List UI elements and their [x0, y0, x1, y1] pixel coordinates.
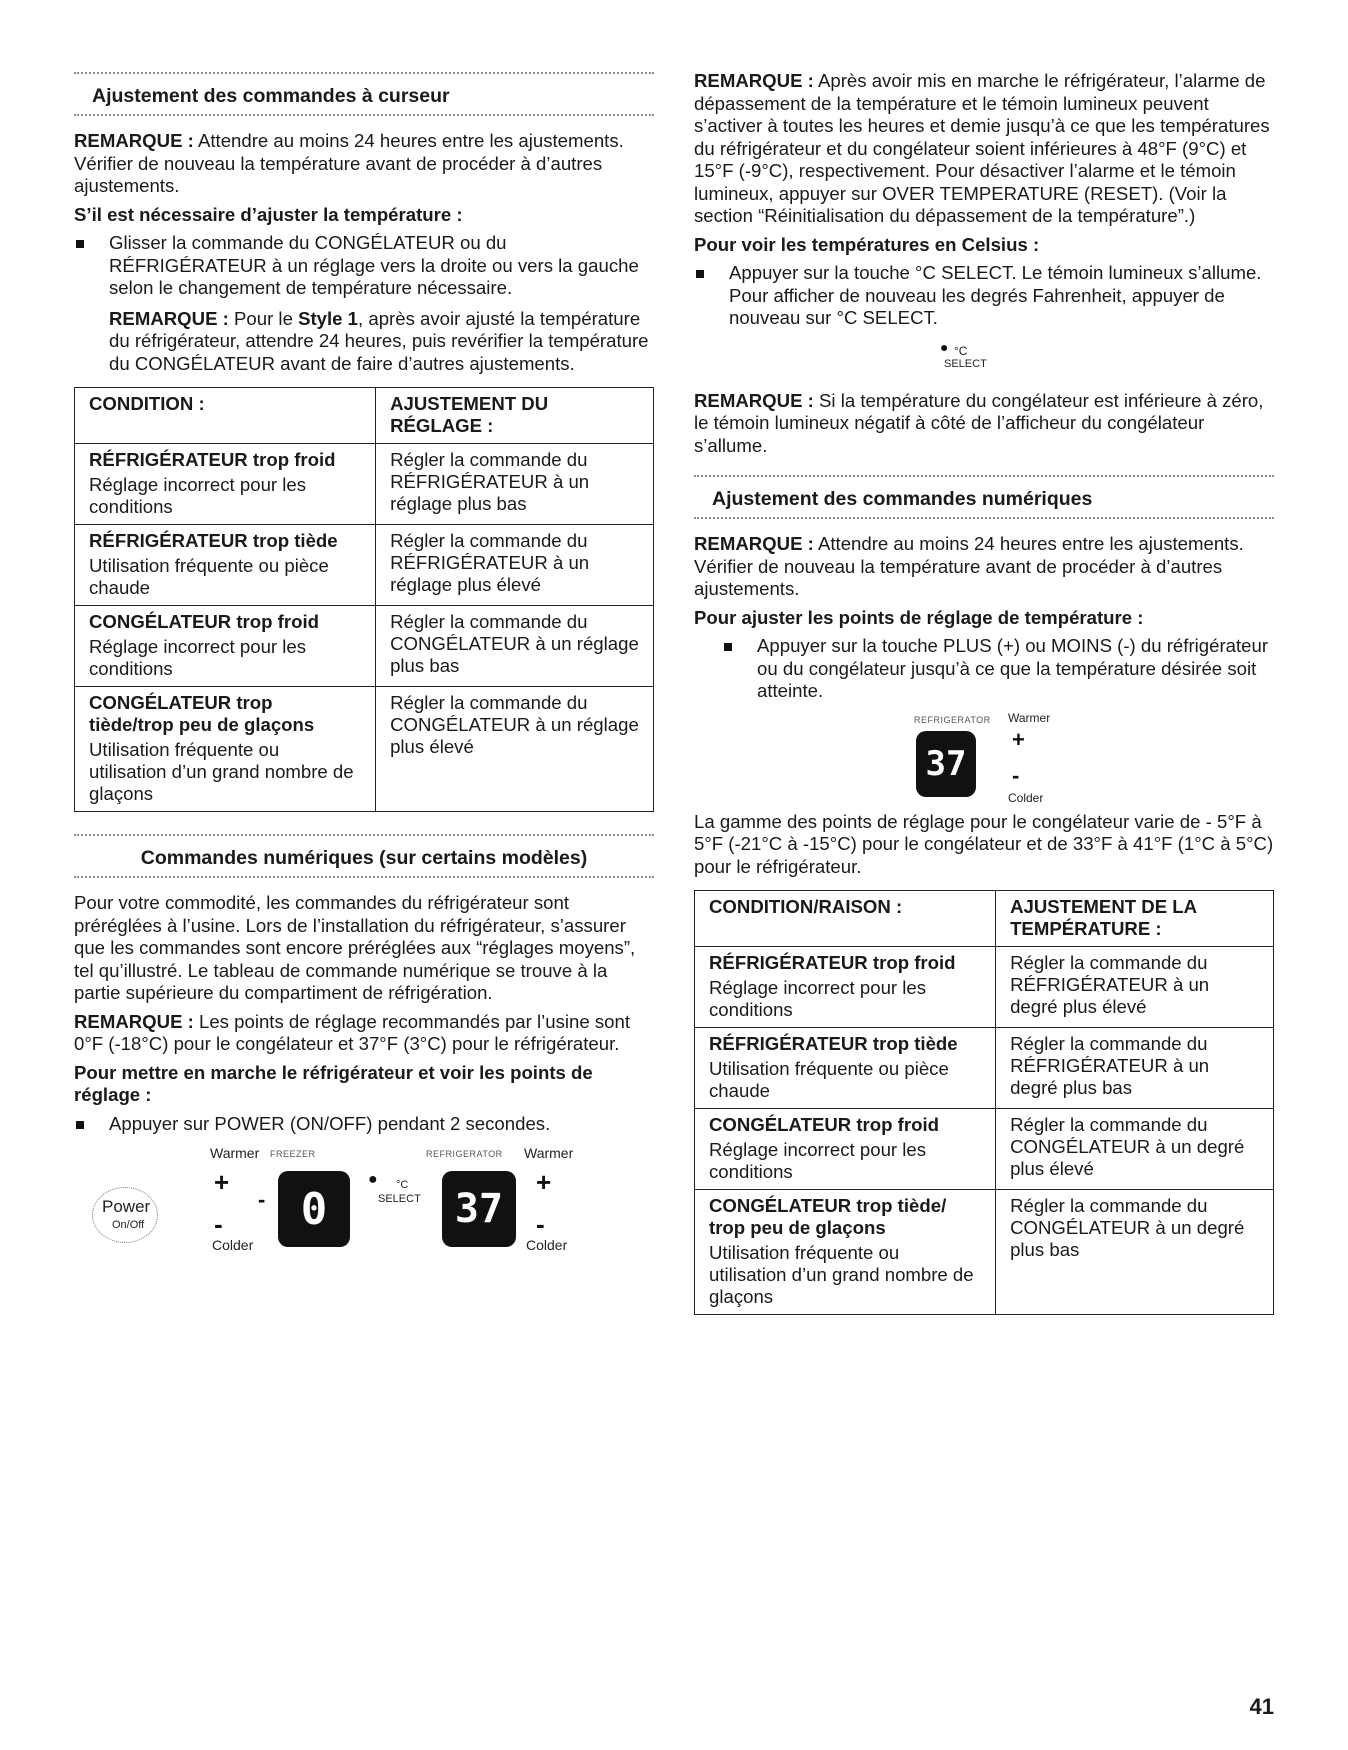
note-paragraph: REMARQUE : Les points de réglage recommandés par l’usine sont 0°F (-18°C) pour le congélateur et 37°F (3°C) pour le réfrigérateur.: [74, 1010, 631, 1054]
indicator-dot: ●: [368, 1171, 378, 1188]
colder-label: Colder: [526, 1237, 568, 1253]
indicator-dot: ●: [940, 338, 949, 355]
note-paragraph: REMARQUE : Attendre au moins 24 heures entre les ajustements. Vérifier de nouveau la température avant de procéder à d’autres ajustements.: [694, 533, 1244, 599]
note-paragraph: REMARQUE : Si la température du congélateur est inférieure à zéro, le témoin lumineux négatif à côté de l’afficheur du congélateur s’allume.: [694, 389, 1264, 456]
warmer-label: Warmer: [1008, 710, 1051, 725]
subheading: Pour voir les températures en Celsius :: [694, 233, 1040, 255]
select-button[interactable]: SELECT: [378, 1193, 421, 1205]
adjustment-cell: Régler la commande du CONGÉLATEUR à un degré plus élevé: [996, 1109, 1274, 1190]
negative-indicator: -: [258, 1187, 266, 1212]
condition-detail: Utilisation fréquente ou utilisation d’un grand nombre de glaçons: [709, 1242, 974, 1307]
left-column: [74, 70, 654, 1263]
refrigerator-label: REFRIGERATOR: [914, 714, 991, 725]
bullet-item: Appuyer sur la touche PLUS (+) ou MOINS (-) du réfrigérateur ou du congélateur jusqu’à ce que la température désirée soit atteinte.: [722, 635, 1274, 703]
table-header-row: [695, 891, 1274, 947]
adjustment-cell: Régler la commande du CONGÉLATEUR à un réglage plus bas: [376, 606, 654, 687]
section-title: Commandes numériques (sur certains modèles): [140, 847, 588, 869]
freezer-label: FREEZER: [270, 1149, 316, 1159]
right-column: [694, 70, 1274, 1315]
refrigerator-display: 37: [442, 1171, 516, 1247]
condition-title: CONGÉLATEUR trop tiède/ trop peu de glaçons: [709, 1195, 947, 1238]
select-button[interactable]: SELECT: [944, 357, 987, 370]
condition-detail: Réglage incorrect pour les conditions: [89, 474, 307, 517]
table-row: [695, 947, 1274, 1028]
header-adjustment: AJUSTEMENT DE LA TEMPÉRATURE :: [996, 891, 1274, 947]
refrigerator-display: 37: [916, 731, 976, 797]
bullet-item: Appuyer sur la touche °C SELECT. Le témoin lumineux s’allume. Pour afficher de nouveau les degrés Fahrenheit, appuyer de nouveau sur °C SELECT.: [694, 262, 1274, 330]
table-row: [75, 687, 654, 812]
bullet-item: Glisser la commande du CONGÉLATEUR ou du RÉFRIGÉRATEUR à un réglage vers la droite ou vers la gauche selon le changement de température nécessaire.: [74, 232, 654, 300]
adjustment-cell: Régler la commande du RÉFRIGÉRATEUR à un réglage plus bas: [376, 444, 654, 525]
dotted-rule: [74, 834, 654, 836]
condition-detail: Utilisation fréquente ou pièce chaude: [89, 555, 329, 598]
adjustment-cell: Régler la commande du RÉFRIGÉRATEUR à un degré plus élevé: [996, 947, 1274, 1028]
condition-detail: Réglage incorrect pour les conditions: [709, 1139, 927, 1182]
control-panel-illustration: [74, 1145, 654, 1263]
dotted-rule: [74, 876, 654, 878]
condition-title: RÉFRIGÉRATEUR trop tiède: [89, 530, 338, 551]
colder-label: Colder: [212, 1237, 254, 1253]
mini-control-panel: [694, 711, 1274, 811]
deg-c-label: °C: [396, 1179, 409, 1191]
freezer-minus-button[interactable]: -: [214, 1209, 223, 1239]
condition-title: RÉFRIGÉRATEUR trop froid: [89, 449, 336, 470]
subheading: S’il est nécessaire d’ajuster la température :: [74, 203, 463, 225]
body-paragraph: Pour votre commodité, les commandes du réfrigérateur sont préréglées à l’usine. Lors de l’installation du réfrigérateur, s’assurer que les commandes sont encore préréglées aux “réglages moyens”, tel qu’illustré. Le tableau de commande numérique se trouve à la partie supérieure du compartiment de réfrigération.: [74, 892, 636, 1003]
header-condition: CONDITION :: [75, 388, 376, 444]
adjustment-table: [74, 387, 654, 812]
condition-title: CONGÉLATEUR trop froid: [709, 1114, 939, 1135]
colder-label: Colder: [1008, 790, 1044, 805]
table-row: [695, 1109, 1274, 1190]
header-condition: CONDITION/RAISON :: [695, 891, 996, 947]
condition-title: CONGÉLATEUR trop froid: [89, 611, 319, 632]
freezer-plus-button[interactable]: +: [214, 1167, 230, 1197]
condition-detail: Réglage incorrect pour les conditions: [709, 977, 927, 1020]
section-header-digital-controls: [74, 834, 654, 878]
table-row: [75, 606, 654, 687]
select-icon: [694, 334, 1274, 384]
condition-detail: Réglage incorrect pour les conditions: [89, 636, 307, 679]
condition-detail: Utilisation fréquente ou utilisation d’un grand nombre de glaçons: [89, 739, 354, 804]
table-row: [75, 444, 654, 525]
note-paragraph: REMARQUE : Pour le Style 1, après avoir ajusté la température du réfrigérateur, attendre 24 heures, puis revérifier la température du CONGÉLATEUR avant de faire d’autres ajustements.: [109, 307, 649, 374]
condition-title: CONGÉLATEUR trop tiède/trop peu de glaçons: [89, 692, 315, 735]
section-title: Ajustement des commandes à curseur: [92, 85, 450, 107]
refrigerator-minus-button[interactable]: -: [536, 1209, 545, 1239]
subheading: Pour ajuster les points de réglage de température :: [694, 606, 1144, 628]
section-header-slide-controls: [74, 72, 654, 116]
adjustment-cell: Régler la commande du CONGÉLATEUR à un réglage plus élevé: [376, 687, 654, 812]
note-paragraph: REMARQUE : Après avoir mis en marche le réfrigérateur, l’alarme de dépassement de la température et le témoin lumineux peuvent s’activer à toutes les heures et demie jusqu’à ce que les températures du réfrigérateur et du congélateur soient inférieures à 48°F (9°C) et 15°F (-9°C), respectivement. Pour désactiver l’alarme et le témoin lumineux, appuyer sur OVER TEMPERATURE (RESET). (Voir la section “Réinitialisation du dépassement de la température”.): [694, 70, 1270, 226]
dotted-rule: [694, 517, 1274, 519]
table-header-row: [75, 388, 654, 444]
warmer-label: Warmer: [524, 1145, 574, 1161]
condition-title: RÉFRIGÉRATEUR trop froid: [709, 952, 956, 973]
bullet-item: Appuyer sur POWER (ON/OFF) pendant 2 secondes.: [74, 1113, 654, 1136]
refrigerator-plus-button[interactable]: +: [536, 1167, 552, 1197]
adjustment-cell: Régler la commande du RÉFRIGÉRATEUR à un réglage plus élevé: [376, 525, 654, 606]
plus-button[interactable]: +: [1012, 726, 1025, 752]
table-row: [75, 525, 654, 606]
deg-c-label: °C: [954, 343, 968, 358]
adjustment-cell: Régler la commande du CONGÉLATEUR à un degré plus bas: [996, 1190, 1274, 1315]
dotted-rule: [74, 114, 654, 116]
header-adjustment: AJUSTEMENT DU RÉGLAGE :: [376, 388, 654, 444]
dotted-rule: [74, 72, 654, 74]
table-row: [695, 1028, 1274, 1109]
refrigerator-label: REFRIGERATOR: [426, 1149, 503, 1159]
adjustment-cell: Régler la commande du RÉFRIGÉRATEUR à un degré plus bas: [996, 1028, 1274, 1109]
subheading: Pour mettre en marche le réfrigérateur et voir les points de réglage :: [74, 1061, 593, 1105]
onoff-label: On/Off: [112, 1219, 145, 1231]
minus-button[interactable]: -: [1012, 762, 1020, 788]
power-label: Power: [102, 1197, 151, 1216]
warmer-label: Warmer: [210, 1145, 260, 1161]
page-number: 41: [1249, 1694, 1274, 1719]
section-title: Ajustement des commandes numériques: [712, 488, 1093, 510]
condition-title: RÉFRIGÉRATEUR trop tiède: [709, 1033, 958, 1054]
table-row: [695, 1190, 1274, 1315]
section-header-digital-adjust: [694, 475, 1274, 519]
condition-detail: Utilisation fréquente ou pièce chaude: [709, 1058, 949, 1101]
freezer-display: 0: [278, 1171, 350, 1247]
adjustment-table: [694, 890, 1274, 1315]
note-paragraph: REMARQUE : Attendre au moins 24 heures entre les ajustements. Vérifier de nouveau la température avant de procéder à d’autres ajustements.: [74, 130, 624, 196]
dotted-rule: [694, 475, 1274, 477]
range-paragraph: La gamme des points de réglage pour le congélateur varie de - 5°F à 5°F (-21°C à -15°C) pour le congélateur et de 33°F à 41°F (1°C à 5°C) pour le réfrigérateur.: [694, 810, 1274, 877]
